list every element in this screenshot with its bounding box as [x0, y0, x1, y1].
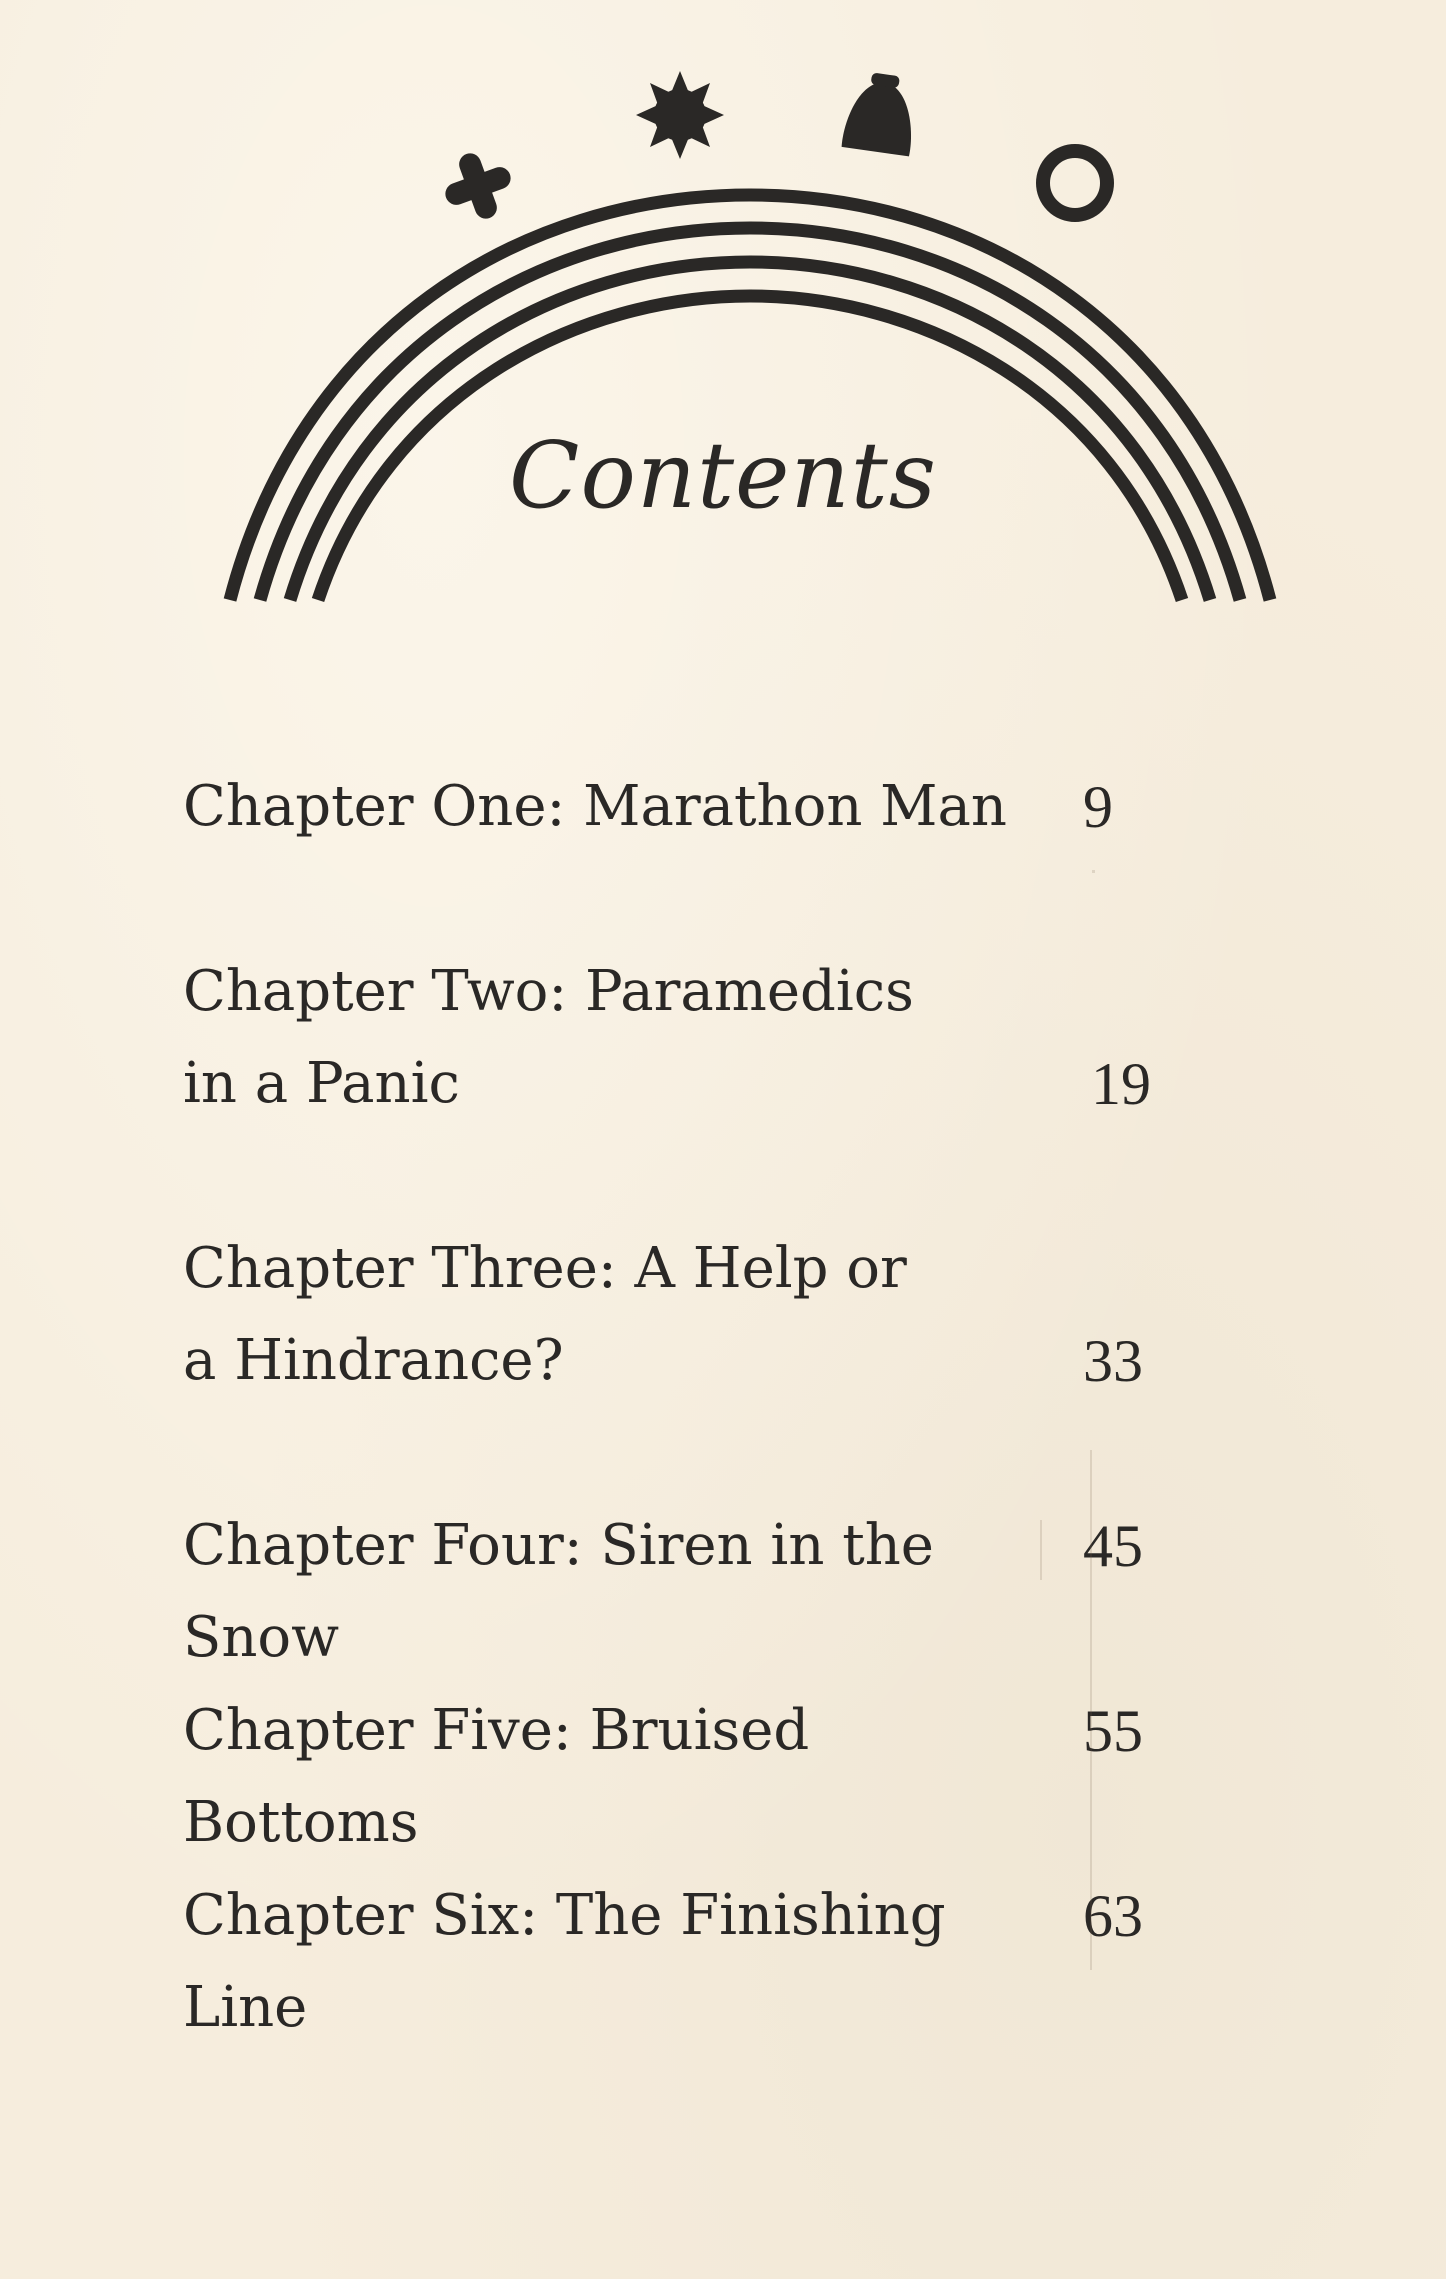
cross-icon [434, 142, 521, 229]
page-title: Contents [509, 422, 937, 529]
toc-entry-title: Chapter Four: Siren in the Snow [183, 1513, 934, 1670]
paper-speck [1040, 1520, 1042, 1580]
star-icon [636, 71, 724, 159]
toc-entry-title: Chapter One: Marathon Man [183, 774, 1007, 839]
paper-speck [1092, 870, 1095, 873]
rainbow-arc-2 [260, 228, 1240, 600]
toc-entry-page: 55 [1083, 1698, 1143, 1764]
paper-speck [1090, 1450, 1092, 1970]
toc-entry-page: 19 [1091, 1051, 1151, 1117]
toc-entry-6[interactable] [183, 1870, 1183, 2040]
ring-icon [1043, 151, 1107, 215]
toc-entry-2[interactable] [183, 946, 1183, 1130]
toc-entry-title: Chapter Five: Bruised Bottoms [183, 1698, 810, 1855]
toc-entry-page: 45 [1083, 1513, 1143, 1579]
bell-icon [841, 70, 920, 157]
toc-entry-title: Chapter Six: The Finishing Line [183, 1883, 946, 2040]
toc-entry-title: Chapter Two: Paramedics in a Panic [183, 959, 914, 1116]
toc-entry-page: 33 [1083, 1328, 1143, 1394]
toc-entry-5[interactable] [183, 1685, 1183, 1855]
toc-entry-page: 9 [1083, 774, 1113, 840]
toc-entry-1[interactable] [183, 761, 1183, 853]
toc-entry-4[interactable] [183, 1500, 1183, 1670]
toc-entry-page: 63 [1083, 1883, 1143, 1949]
rainbow-arcs [230, 195, 1270, 600]
toc-entry-title: Chapter Three: A Help or a Hindrance? [183, 1236, 907, 1393]
paper-speck [996, 820, 999, 823]
rainbow-header-illustration [0, 0, 1446, 640]
toc-entry-3[interactable] [183, 1223, 1183, 1407]
